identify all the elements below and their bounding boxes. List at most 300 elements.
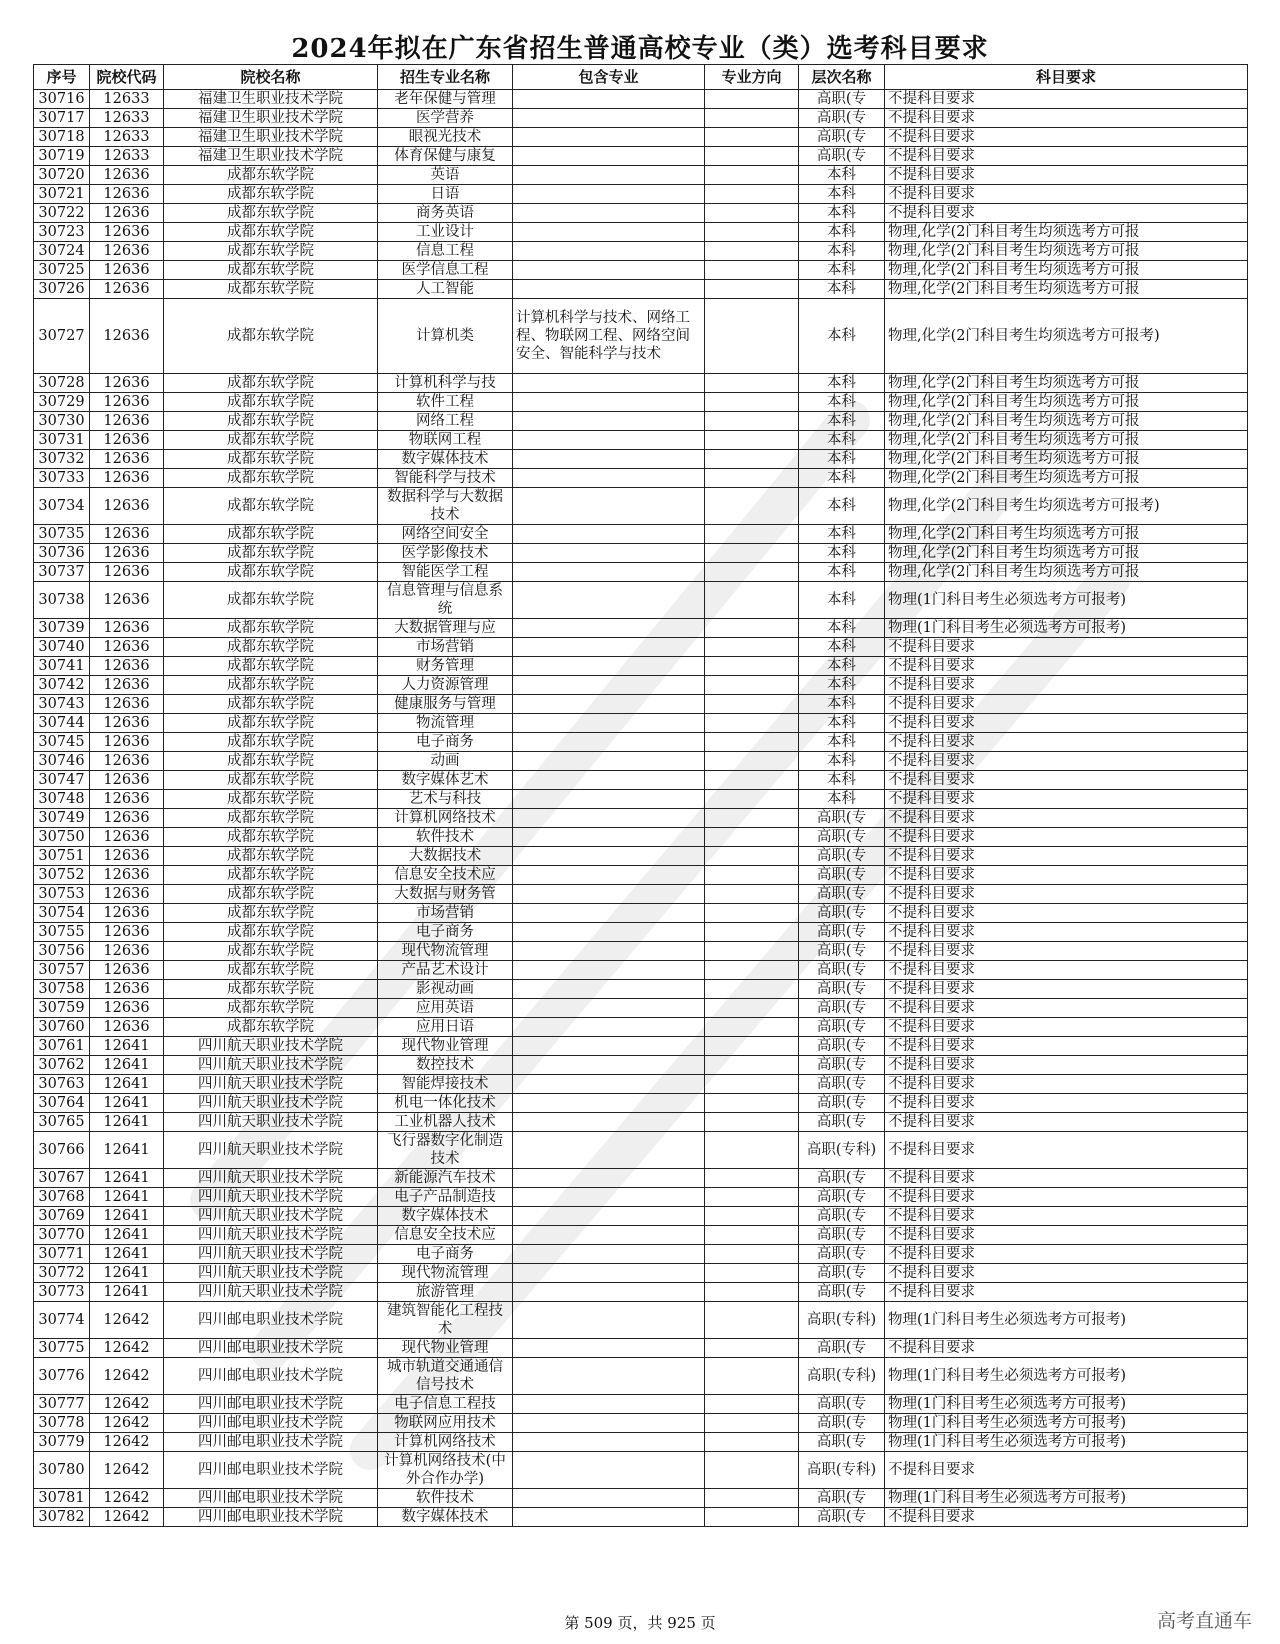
cell-direction <box>705 828 799 847</box>
cell-level: 本科 <box>799 733 885 752</box>
cell-major-name: 现代物流管理 <box>378 1264 513 1283</box>
cell-included-majors <box>513 619 705 638</box>
cell-included-majors <box>513 1433 705 1452</box>
cell-major-name: 城市轨道交通通信信号技术 <box>378 1358 513 1395</box>
table-row <box>34 714 1248 733</box>
cell-major-name: 产品艺术设计 <box>378 961 513 980</box>
cell-school-code: 12641 <box>90 1188 164 1207</box>
cell-included-majors <box>513 412 705 431</box>
cell-school-name: 成都东软学院 <box>164 980 378 999</box>
cell-major-name: 软件技术 <box>378 828 513 847</box>
cell-subject-req: 不提科目要求 <box>885 695 1248 714</box>
cell-level: 本科 <box>799 676 885 695</box>
cell-seq: 30782 <box>34 1508 90 1527</box>
cell-subject-req: 不提科目要求 <box>885 1452 1248 1489</box>
cell-direction <box>705 714 799 733</box>
cell-school-code: 12636 <box>90 488 164 525</box>
cell-seq: 30738 <box>34 582 90 619</box>
cell-direction <box>705 450 799 469</box>
cell-seq: 30720 <box>34 166 90 185</box>
cell-direction <box>705 1132 799 1169</box>
cell-subject-req: 不提科目要求 <box>885 109 1248 128</box>
cell-seq: 30741 <box>34 657 90 676</box>
cell-subject-req: 不提科目要求 <box>885 90 1248 109</box>
cell-seq: 30770 <box>34 1226 90 1245</box>
cell-direction <box>705 638 799 657</box>
cell-major-name: 市场营销 <box>378 904 513 923</box>
cell-direction <box>705 1113 799 1132</box>
cell-school-name: 成都东软学院 <box>164 242 378 261</box>
cell-major-name: 工业机器人技术 <box>378 1113 513 1132</box>
cell-direction <box>705 204 799 223</box>
cell-level: 本科 <box>799 242 885 261</box>
cell-level: 本科 <box>799 563 885 582</box>
cell-major-name: 建筑智能化工程技术 <box>378 1302 513 1339</box>
cell-subject-req: 物理,化学(2门科目考生均须选考方可报 <box>885 242 1248 261</box>
cell-school-name: 成都东软学院 <box>164 299 378 374</box>
cell-direction <box>705 582 799 619</box>
cell-school-code: 12633 <box>90 147 164 166</box>
cell-subject-req: 不提科目要求 <box>885 790 1248 809</box>
cell-direction <box>705 1094 799 1113</box>
cell-school-code: 12636 <box>90 638 164 657</box>
cell-direction <box>705 1245 799 1264</box>
cell-seq: 30736 <box>34 544 90 563</box>
cell-included-majors: 计算机科学与技术、网络工程、物联网工程、网络空间安全、智能科学与技术 <box>513 299 705 374</box>
cell-seq: 30768 <box>34 1188 90 1207</box>
cell-school-code: 12636 <box>90 657 164 676</box>
cell-subject-req: 物理,化学(2门科目考生均须选考方可报考) <box>885 299 1248 374</box>
cell-subject-req: 物理,化学(2门科目考生均须选考方可报考) <box>885 488 1248 525</box>
cell-school-name: 成都东软学院 <box>164 638 378 657</box>
cell-school-code: 12641 <box>90 1207 164 1226</box>
cell-school-code: 12636 <box>90 714 164 733</box>
cell-direction <box>705 1395 799 1414</box>
cell-subject-req: 不提科目要求 <box>885 1339 1248 1358</box>
cell-major-name: 数字媒体艺术 <box>378 771 513 790</box>
cell-school-code: 12636 <box>90 885 164 904</box>
cell-school-name: 四川邮电职业技术学院 <box>164 1339 378 1358</box>
cell-school-code: 12641 <box>90 1245 164 1264</box>
table-row <box>34 923 1248 942</box>
cell-included-majors <box>513 1037 705 1056</box>
table-row <box>34 280 1248 299</box>
cell-included-majors <box>513 885 705 904</box>
cell-subject-req: 不提科目要求 <box>885 1245 1248 1264</box>
cell-included-majors <box>513 431 705 450</box>
cell-seq: 30753 <box>34 885 90 904</box>
cell-level: 高职(专 <box>799 1056 885 1075</box>
cell-major-name: 市场营销 <box>378 638 513 657</box>
cell-school-code: 12636 <box>90 280 164 299</box>
table-row <box>34 525 1248 544</box>
cell-direction <box>705 261 799 280</box>
cell-school-code: 12636 <box>90 942 164 961</box>
table-row <box>34 544 1248 563</box>
cell-included-majors <box>513 942 705 961</box>
cell-included-majors <box>513 261 705 280</box>
cell-subject-req: 物理,化学(2门科目考生均须选考方可报 <box>885 280 1248 299</box>
table-row <box>34 109 1248 128</box>
cell-major-name: 软件工程 <box>378 393 513 412</box>
cell-major-name: 眼视光技术 <box>378 128 513 147</box>
cell-school-name: 成都东软学院 <box>164 374 378 393</box>
cell-subject-req: 不提科目要求 <box>885 128 1248 147</box>
col-header-level: 层次名称 <box>799 65 885 90</box>
cell-school-code: 12636 <box>90 185 164 204</box>
cell-included-majors <box>513 752 705 771</box>
cell-direction <box>705 1264 799 1283</box>
cell-seq: 30758 <box>34 980 90 999</box>
cell-included-majors <box>513 676 705 695</box>
cell-school-name: 四川航天职业技术学院 <box>164 1037 378 1056</box>
cell-level: 高职(专 <box>799 847 885 866</box>
cell-direction <box>705 1226 799 1245</box>
cell-school-name: 四川邮电职业技术学院 <box>164 1452 378 1489</box>
cell-included-majors <box>513 242 705 261</box>
cell-subject-req: 物理,化学(2门科目考生均须选考方可报 <box>885 525 1248 544</box>
cell-major-name: 应用日语 <box>378 1018 513 1037</box>
table-row <box>34 1358 1248 1395</box>
cell-included-majors <box>513 223 705 242</box>
cell-seq: 30745 <box>34 733 90 752</box>
cell-level: 本科 <box>799 752 885 771</box>
cell-subject-req: 不提科目要求 <box>885 809 1248 828</box>
cell-major-name: 老年保健与管理 <box>378 90 513 109</box>
col-header-subject-req: 科目要求 <box>885 65 1248 90</box>
cell-school-name: 成都东软学院 <box>164 866 378 885</box>
cell-major-name: 计算机网络技术 <box>378 1433 513 1452</box>
cell-subject-req: 不提科目要求 <box>885 1283 1248 1302</box>
cell-major-name: 医学影像技术 <box>378 544 513 563</box>
cell-subject-req: 不提科目要求 <box>885 1113 1248 1132</box>
cell-direction <box>705 866 799 885</box>
table-row <box>34 431 1248 450</box>
cell-included-majors <box>513 1094 705 1113</box>
cell-school-code: 12641 <box>90 1113 164 1132</box>
cell-included-majors <box>513 1056 705 1075</box>
cell-direction <box>705 904 799 923</box>
cell-school-name: 成都东软学院 <box>164 431 378 450</box>
cell-subject-req: 不提科目要求 <box>885 147 1248 166</box>
cell-seq: 30727 <box>34 299 90 374</box>
cell-included-majors <box>513 980 705 999</box>
table-row <box>34 771 1248 790</box>
cell-included-majors <box>513 904 705 923</box>
cell-seq: 30734 <box>34 488 90 525</box>
cell-school-name: 四川邮电职业技术学院 <box>164 1508 378 1527</box>
cell-seq: 30765 <box>34 1113 90 1132</box>
cell-direction <box>705 1018 799 1037</box>
cell-level: 本科 <box>799 638 885 657</box>
cell-school-name: 成都东软学院 <box>164 525 378 544</box>
cell-included-majors <box>513 828 705 847</box>
cell-seq: 30716 <box>34 90 90 109</box>
cell-seq: 30766 <box>34 1132 90 1169</box>
cell-school-code: 12636 <box>90 695 164 714</box>
cell-seq: 30771 <box>34 1245 90 1264</box>
cell-subject-req: 物理,化学(2门科目考生均须选考方可报 <box>885 450 1248 469</box>
cell-seq: 30754 <box>34 904 90 923</box>
cell-school-code: 12633 <box>90 109 164 128</box>
cell-school-name: 成都东软学院 <box>164 393 378 412</box>
cell-level: 本科 <box>799 619 885 638</box>
cell-direction <box>705 1283 799 1302</box>
cell-major-name: 机电一体化技术 <box>378 1094 513 1113</box>
cell-major-name: 计算机科学与技 <box>378 374 513 393</box>
table-row <box>34 961 1248 980</box>
cell-school-code: 12636 <box>90 242 164 261</box>
table-row <box>34 393 1248 412</box>
cell-level: 高职(专 <box>799 1075 885 1094</box>
table-row <box>34 374 1248 393</box>
cell-school-name: 四川邮电职业技术学院 <box>164 1489 378 1508</box>
cell-direction <box>705 90 799 109</box>
subject-requirements-table <box>33 64 1248 1527</box>
cell-subject-req: 不提科目要求 <box>885 1207 1248 1226</box>
table-row <box>34 166 1248 185</box>
cell-level: 高职(专 <box>799 109 885 128</box>
cell-included-majors <box>513 1414 705 1433</box>
cell-major-name: 应用英语 <box>378 999 513 1018</box>
cell-seq: 30748 <box>34 790 90 809</box>
cell-level: 高职(专 <box>799 980 885 999</box>
table-row <box>34 299 1248 374</box>
cell-major-name: 动画 <box>378 752 513 771</box>
cell-level: 本科 <box>799 204 885 223</box>
cell-school-name: 四川航天职业技术学院 <box>164 1245 378 1264</box>
cell-school-name: 成都东软学院 <box>164 942 378 961</box>
table-row <box>34 488 1248 525</box>
cell-major-name: 工业设计 <box>378 223 513 242</box>
cell-school-code: 12636 <box>90 1018 164 1037</box>
table-row <box>34 1245 1248 1264</box>
cell-subject-req: 不提科目要求 <box>885 961 1248 980</box>
cell-level: 高职(专科) <box>799 1358 885 1395</box>
table-row <box>34 563 1248 582</box>
cell-major-name: 电子产品制造技 <box>378 1188 513 1207</box>
cell-seq: 30776 <box>34 1358 90 1395</box>
cell-included-majors <box>513 1207 705 1226</box>
cell-major-name: 电子信息工程技 <box>378 1395 513 1414</box>
cell-level: 高职(专 <box>799 1018 885 1037</box>
cell-subject-req: 不提科目要求 <box>885 166 1248 185</box>
cell-major-name: 计算机网络技术 <box>378 809 513 828</box>
cell-direction <box>705 942 799 961</box>
cell-included-majors <box>513 1395 705 1414</box>
cell-included-majors <box>513 1018 705 1037</box>
cell-included-majors <box>513 923 705 942</box>
cell-school-code: 12641 <box>90 1075 164 1094</box>
cell-school-code: 12636 <box>90 676 164 695</box>
cell-school-name: 福建卫生职业技术学院 <box>164 109 378 128</box>
cell-level: 高职(专 <box>799 809 885 828</box>
cell-seq: 30721 <box>34 185 90 204</box>
cell-major-name: 信息管理与信息系统 <box>378 582 513 619</box>
cell-level: 高职(专 <box>799 1037 885 1056</box>
cell-school-name: 成都东软学院 <box>164 714 378 733</box>
cell-seq: 30737 <box>34 563 90 582</box>
cell-seq: 30752 <box>34 866 90 885</box>
cell-subject-req: 不提科目要求 <box>885 1264 1248 1283</box>
cell-major-name: 电子商务 <box>378 1245 513 1264</box>
cell-direction <box>705 1339 799 1358</box>
cell-level: 高职(专 <box>799 1226 885 1245</box>
cell-subject-req: 不提科目要求 <box>885 828 1248 847</box>
cell-school-name: 四川邮电职业技术学院 <box>164 1358 378 1395</box>
table-row <box>34 1207 1248 1226</box>
cell-major-name: 数据科学与大数据技术 <box>378 488 513 525</box>
cell-direction <box>705 128 799 147</box>
cell-subject-req: 不提科目要求 <box>885 714 1248 733</box>
cell-subject-req: 不提科目要求 <box>885 904 1248 923</box>
cell-seq: 30728 <box>34 374 90 393</box>
cell-subject-req: 物理,化学(2门科目考生均须选考方可报 <box>885 223 1248 242</box>
cell-included-majors <box>513 1302 705 1339</box>
cell-included-majors <box>513 1245 705 1264</box>
cell-school-name: 成都东软学院 <box>164 223 378 242</box>
cell-school-code: 12641 <box>90 1226 164 1245</box>
cell-subject-req: 不提科目要求 <box>885 1075 1248 1094</box>
cell-school-name: 成都东软学院 <box>164 657 378 676</box>
cell-school-code: 12642 <box>90 1302 164 1339</box>
cell-subject-req: 物理,化学(2门科目考生均须选考方可报 <box>885 261 1248 280</box>
table-row <box>34 412 1248 431</box>
cell-level: 高职(专 <box>799 1207 885 1226</box>
cell-seq: 30744 <box>34 714 90 733</box>
cell-level: 本科 <box>799 374 885 393</box>
cell-major-name: 旅游管理 <box>378 1283 513 1302</box>
cell-school-name: 四川航天职业技术学院 <box>164 1113 378 1132</box>
cell-major-name: 飞行器数字化制造技术 <box>378 1132 513 1169</box>
cell-school-name: 成都东软学院 <box>164 544 378 563</box>
cell-seq: 30729 <box>34 393 90 412</box>
cell-school-name: 成都东软学院 <box>164 450 378 469</box>
cell-level: 高职(专 <box>799 1395 885 1414</box>
cell-direction <box>705 1169 799 1188</box>
cell-included-majors <box>513 525 705 544</box>
cell-school-code: 12636 <box>90 299 164 374</box>
table-row <box>34 1302 1248 1339</box>
cell-seq: 30725 <box>34 261 90 280</box>
cell-school-name: 四川航天职业技术学院 <box>164 1169 378 1188</box>
cell-level: 本科 <box>799 790 885 809</box>
cell-subject-req: 不提科目要求 <box>885 866 1248 885</box>
table-row <box>34 885 1248 904</box>
cell-direction <box>705 1075 799 1094</box>
cell-subject-req: 物理,化学(2门科目考生均须选考方可报 <box>885 469 1248 488</box>
cell-direction <box>705 980 799 999</box>
table-row <box>34 1056 1248 1075</box>
cell-included-majors <box>513 790 705 809</box>
cell-level: 高职(专 <box>799 1414 885 1433</box>
cell-level: 高职(专 <box>799 1339 885 1358</box>
cell-major-name: 商务英语 <box>378 204 513 223</box>
cell-included-majors <box>513 374 705 393</box>
cell-seq: 30764 <box>34 1094 90 1113</box>
cell-major-name: 网络空间安全 <box>378 525 513 544</box>
cell-level: 本科 <box>799 695 885 714</box>
cell-level: 高职(专 <box>799 885 885 904</box>
cell-major-name: 现代物业管理 <box>378 1339 513 1358</box>
cell-school-code: 12636 <box>90 261 164 280</box>
table-row <box>34 128 1248 147</box>
cell-level: 高职(专科) <box>799 1452 885 1489</box>
cell-included-majors <box>513 1339 705 1358</box>
cell-subject-req: 物理(1门科目考生必须选考方可报考) <box>885 582 1248 619</box>
cell-school-name: 成都东软学院 <box>164 166 378 185</box>
cell-major-name: 网络工程 <box>378 412 513 431</box>
cell-level: 高职(专 <box>799 999 885 1018</box>
cell-major-name: 数控技术 <box>378 1056 513 1075</box>
cell-major-name: 艺术与科技 <box>378 790 513 809</box>
cell-direction <box>705 885 799 904</box>
cell-school-code: 12636 <box>90 374 164 393</box>
cell-level: 高职(专 <box>799 90 885 109</box>
cell-subject-req: 不提科目要求 <box>885 752 1248 771</box>
cell-major-name: 物联网工程 <box>378 431 513 450</box>
table-row <box>34 1037 1248 1056</box>
table-body <box>34 90 1248 1527</box>
cell-school-name: 成都东软学院 <box>164 280 378 299</box>
cell-included-majors <box>513 657 705 676</box>
cell-school-name: 成都东软学院 <box>164 733 378 752</box>
cell-major-name: 物流管理 <box>378 714 513 733</box>
cell-major-name: 智能焊接技术 <box>378 1075 513 1094</box>
cell-level: 本科 <box>799 582 885 619</box>
cell-seq: 30739 <box>34 619 90 638</box>
cell-included-majors <box>513 582 705 619</box>
cell-level: 本科 <box>799 412 885 431</box>
cell-seq: 30735 <box>34 525 90 544</box>
cell-subject-req: 物理(1门科目考生必须选考方可报考) <box>885 1302 1248 1339</box>
cell-major-name: 电子商务 <box>378 923 513 942</box>
table-row <box>34 1489 1248 1508</box>
cell-major-name: 财务管理 <box>378 657 513 676</box>
cell-school-code: 12642 <box>90 1508 164 1527</box>
cell-school-code: 12636 <box>90 619 164 638</box>
cell-school-name: 成都东软学院 <box>164 923 378 942</box>
cell-school-code: 12636 <box>90 525 164 544</box>
table-row <box>34 1339 1248 1358</box>
cell-seq: 30718 <box>34 128 90 147</box>
cell-school-name: 四川航天职业技术学院 <box>164 1075 378 1094</box>
cell-major-name: 英语 <box>378 166 513 185</box>
table-row <box>34 1075 1248 1094</box>
cell-level: 本科 <box>799 431 885 450</box>
cell-major-name: 数字媒体技术 <box>378 450 513 469</box>
cell-school-name: 成都东软学院 <box>164 185 378 204</box>
cell-included-majors <box>513 961 705 980</box>
cell-major-name: 影视动画 <box>378 980 513 999</box>
cell-level: 本科 <box>799 525 885 544</box>
cell-major-name: 软件技术 <box>378 1489 513 1508</box>
cell-school-name: 成都东软学院 <box>164 771 378 790</box>
cell-subject-req: 不提科目要求 <box>885 1018 1248 1037</box>
cell-school-name: 成都东软学院 <box>164 904 378 923</box>
cell-major-name: 人工智能 <box>378 280 513 299</box>
cell-school-name: 成都东软学院 <box>164 847 378 866</box>
cell-level: 高职(专 <box>799 1188 885 1207</box>
cell-direction <box>705 1433 799 1452</box>
cell-school-code: 12633 <box>90 90 164 109</box>
cell-school-code: 12642 <box>90 1433 164 1452</box>
cell-included-majors <box>513 1358 705 1395</box>
cell-school-code: 12641 <box>90 1094 164 1113</box>
cell-school-code: 12642 <box>90 1395 164 1414</box>
cell-included-majors <box>513 563 705 582</box>
cell-included-majors <box>513 1226 705 1245</box>
